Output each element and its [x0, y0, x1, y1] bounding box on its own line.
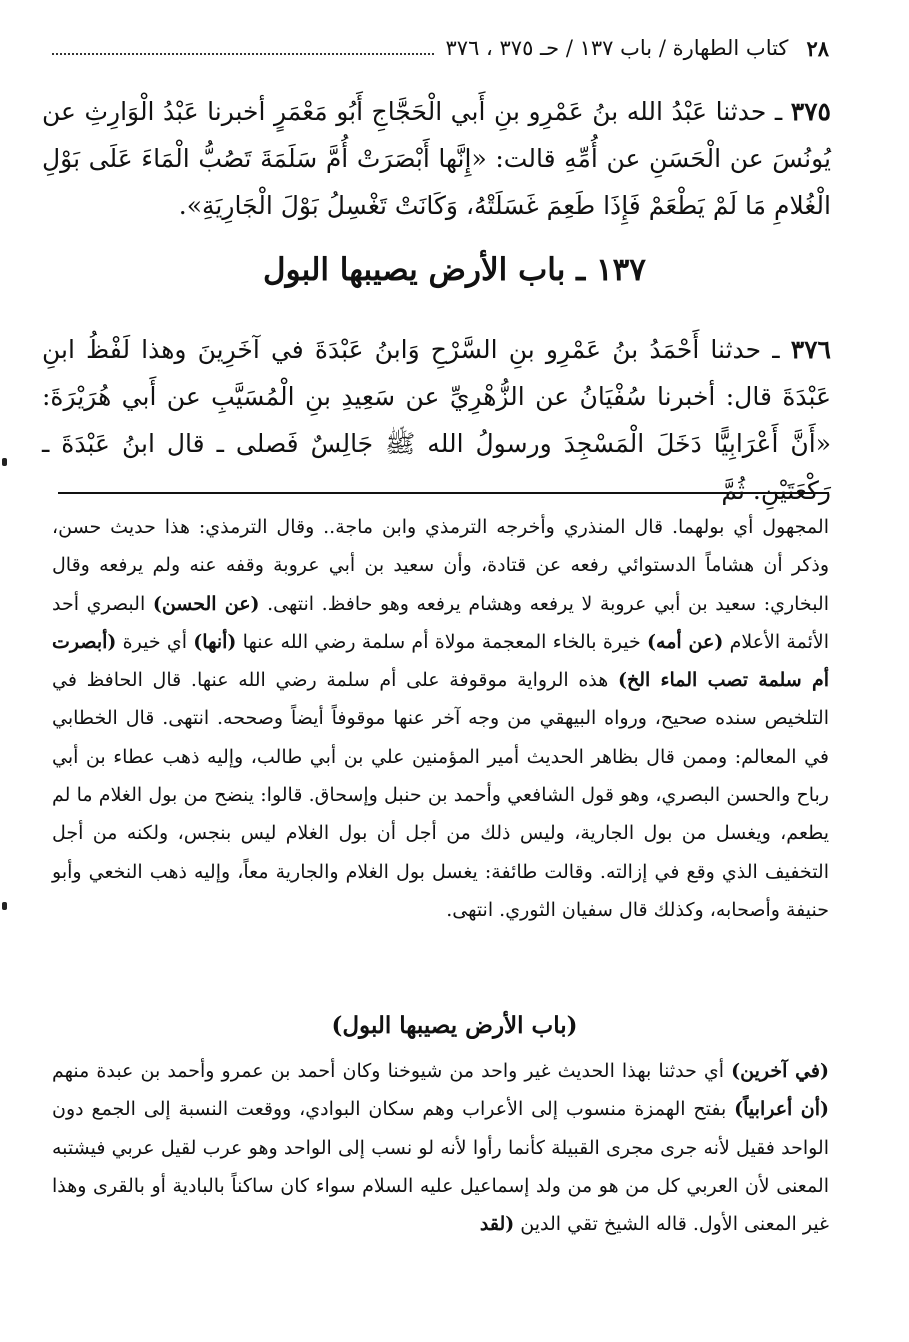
commentary-lemma: (أن أعرابياً) [734, 1098, 829, 1121]
hadith-376 [42, 326, 831, 514]
hadith-375 [42, 88, 831, 229]
commentary-lemma: (عن أمه) [647, 630, 724, 653]
hadith-number: ٣٧٥ [790, 97, 831, 126]
commentary-lemma: (عن الحسن) [152, 592, 260, 615]
commentary-text: المجهول أي بولهما. قال المنذري وأخرجه الترمذي وابن ماجة.. وقال الترمذي: هذا حديث حسن، وذكر أن هشاماً الدستوائي رفعه عن قتادة، وأن سعيد بن أبي عروبة وقفه عنه ولم يرفعه وقال البخاري: سعيد بن أبي عروبة لا يرفعه وهشام يرفعه وهو حافظ. انتهى. [52, 516, 829, 615]
running-head-title: كتاب الطهارة / باب ١٣٧ / حـ ٣٧٥ ، ٣٧٦ [445, 36, 789, 60]
scan-edge-mark [2, 458, 7, 466]
hadith-number: ٣٧٦ [790, 335, 831, 364]
commentary-lemma: (لقد [479, 1213, 515, 1236]
running-head [40, 30, 829, 66]
chapter-heading: ١٣٧ ـ باب الأرض يصيبها البول [263, 252, 646, 288]
commentary-block [52, 508, 829, 929]
scan-edge-mark [2, 902, 7, 910]
commentary-text: بفتح الهمزة منسوب إلى الأعراب وهم سكان البوادي، ووقعت النسبة إلى الجمع دون الواحد فقيل لأنه جرى مجرى القبيلة كأنما رأوا لأنه لو نسب إلى الواحد وهو عرب لقيل عربي فيشتبه المعنى لأن العربي كل من هو من ولد إسماعيل عليه السلام سواء كان ساكناً بالبادية أو بالقرى وهذا غير المعنى الأول. قاله الشيخ تقي الدين [52, 1098, 829, 1236]
page-number: ٢٨ [806, 35, 829, 61]
commentary-lemma: (في آخرين) [731, 1060, 829, 1082]
commentary-block-2 [52, 1052, 829, 1243]
hadith-text: ـ حدثنا أَحْمَدُ بنُ عَمْرِو بنِ السَّرْحِ وَابنُ عَبْدَةَ في آخَرِينَ وهذا لَفْظُ ابنِ عَبْدَةَ قال: أخبرنا سُفْيَانُ عن الزُّهْرِيِّ عن سَعِيدِ بنِ الْمُسَيَّبِ عن أَبي هُرَيْرَةَ: «أَنَّ أَعْرَابِيًّا دَخَلَ الْمَسْجِدَ ورسولُ الله ﷺ جَالِسٌ فَصلى ـ قال ابنُ عَبْدَةَ ـ رَكْعَتَيْنِ. ثُمَّ [42, 335, 831, 505]
hadith-text: ـ حدثنا عَبْدُ الله بنُ عَمْرِو بنِ أَبي الْحَجَّاجِ أَبُو مَعْمَرٍ أخبرنا عَبْدُ الْوَارِثِ عن يُونُسَ عن الْحَسَنِ عن أُمِّهِ قالت: «إِنَّها أَبْصَرَتْ أُمَّ سَلَمَةَ تَصُبُّ الْمَاءَ عَلَى بَوْلِ الْغُلامِ مَا لَمْ يَطْعَمْ فَإِذَا طَعِمَ غَسَلَتْهُ، وَكَانَتْ تَغْسِلُ بَوْلَ الْجَارِيَةِ». [42, 97, 831, 220]
commentary-text: أي حدثنا بهذا الحديث غير واحد من شيوخنا وكان أحمد بن عمرو وأحمد بن عبدة منهم [52, 1060, 732, 1082]
footnote-divider [58, 492, 829, 494]
commentary-lemma: (أنها) [193, 630, 237, 653]
commentary-text: خيرة بالخاء المعجمة مولاة أم سلمة رضي الله عنها [236, 630, 648, 653]
commentary-lemma: (أبصرت أم سلمة تصب الماء الخ) [52, 630, 829, 692]
commentary-text: هذه الرواية موقوفة على أم سلمة رضي الله عنها. قال الحافظ في التلخيص سنده صحيح، ورواه البيهقي من وجه آخر عنها موقوفاً أيضاً وصححه. انتهى. قال الخطابي في المعالم: وممن قال بظاهر الحديث أمير المؤمنين علي بن أبي طالب، وإليه ذهب عطاء بن أبي رباح والحسن البصري، وهو قول الشافعي وأحمد بن حنبل وإسحاق. قالوا: ينضح من بول الغلام ما لم يطعم، ويغسل من بول الجارية، وليس ذلك من أجل أن بول الغلام ليس بنجس، ولكنه من أجل التخفيف الذي وقع في إزالته. وقالت طائفة: يغسل بول الغلام والجارية معاً، وإليه ذهب النخعي وأبو حنيفة وأصحابه، وكذلك قال سفيان الثوري. انتهى. [52, 669, 829, 921]
commentary-text: البصري أحد الأئمة الأعلام [52, 592, 829, 653]
dotted-leader [52, 41, 434, 55]
commentary-chapter-heading: (باب الأرض يصيبها البول) [331, 1012, 578, 1039]
commentary-text: أي خيرة [116, 630, 194, 653]
